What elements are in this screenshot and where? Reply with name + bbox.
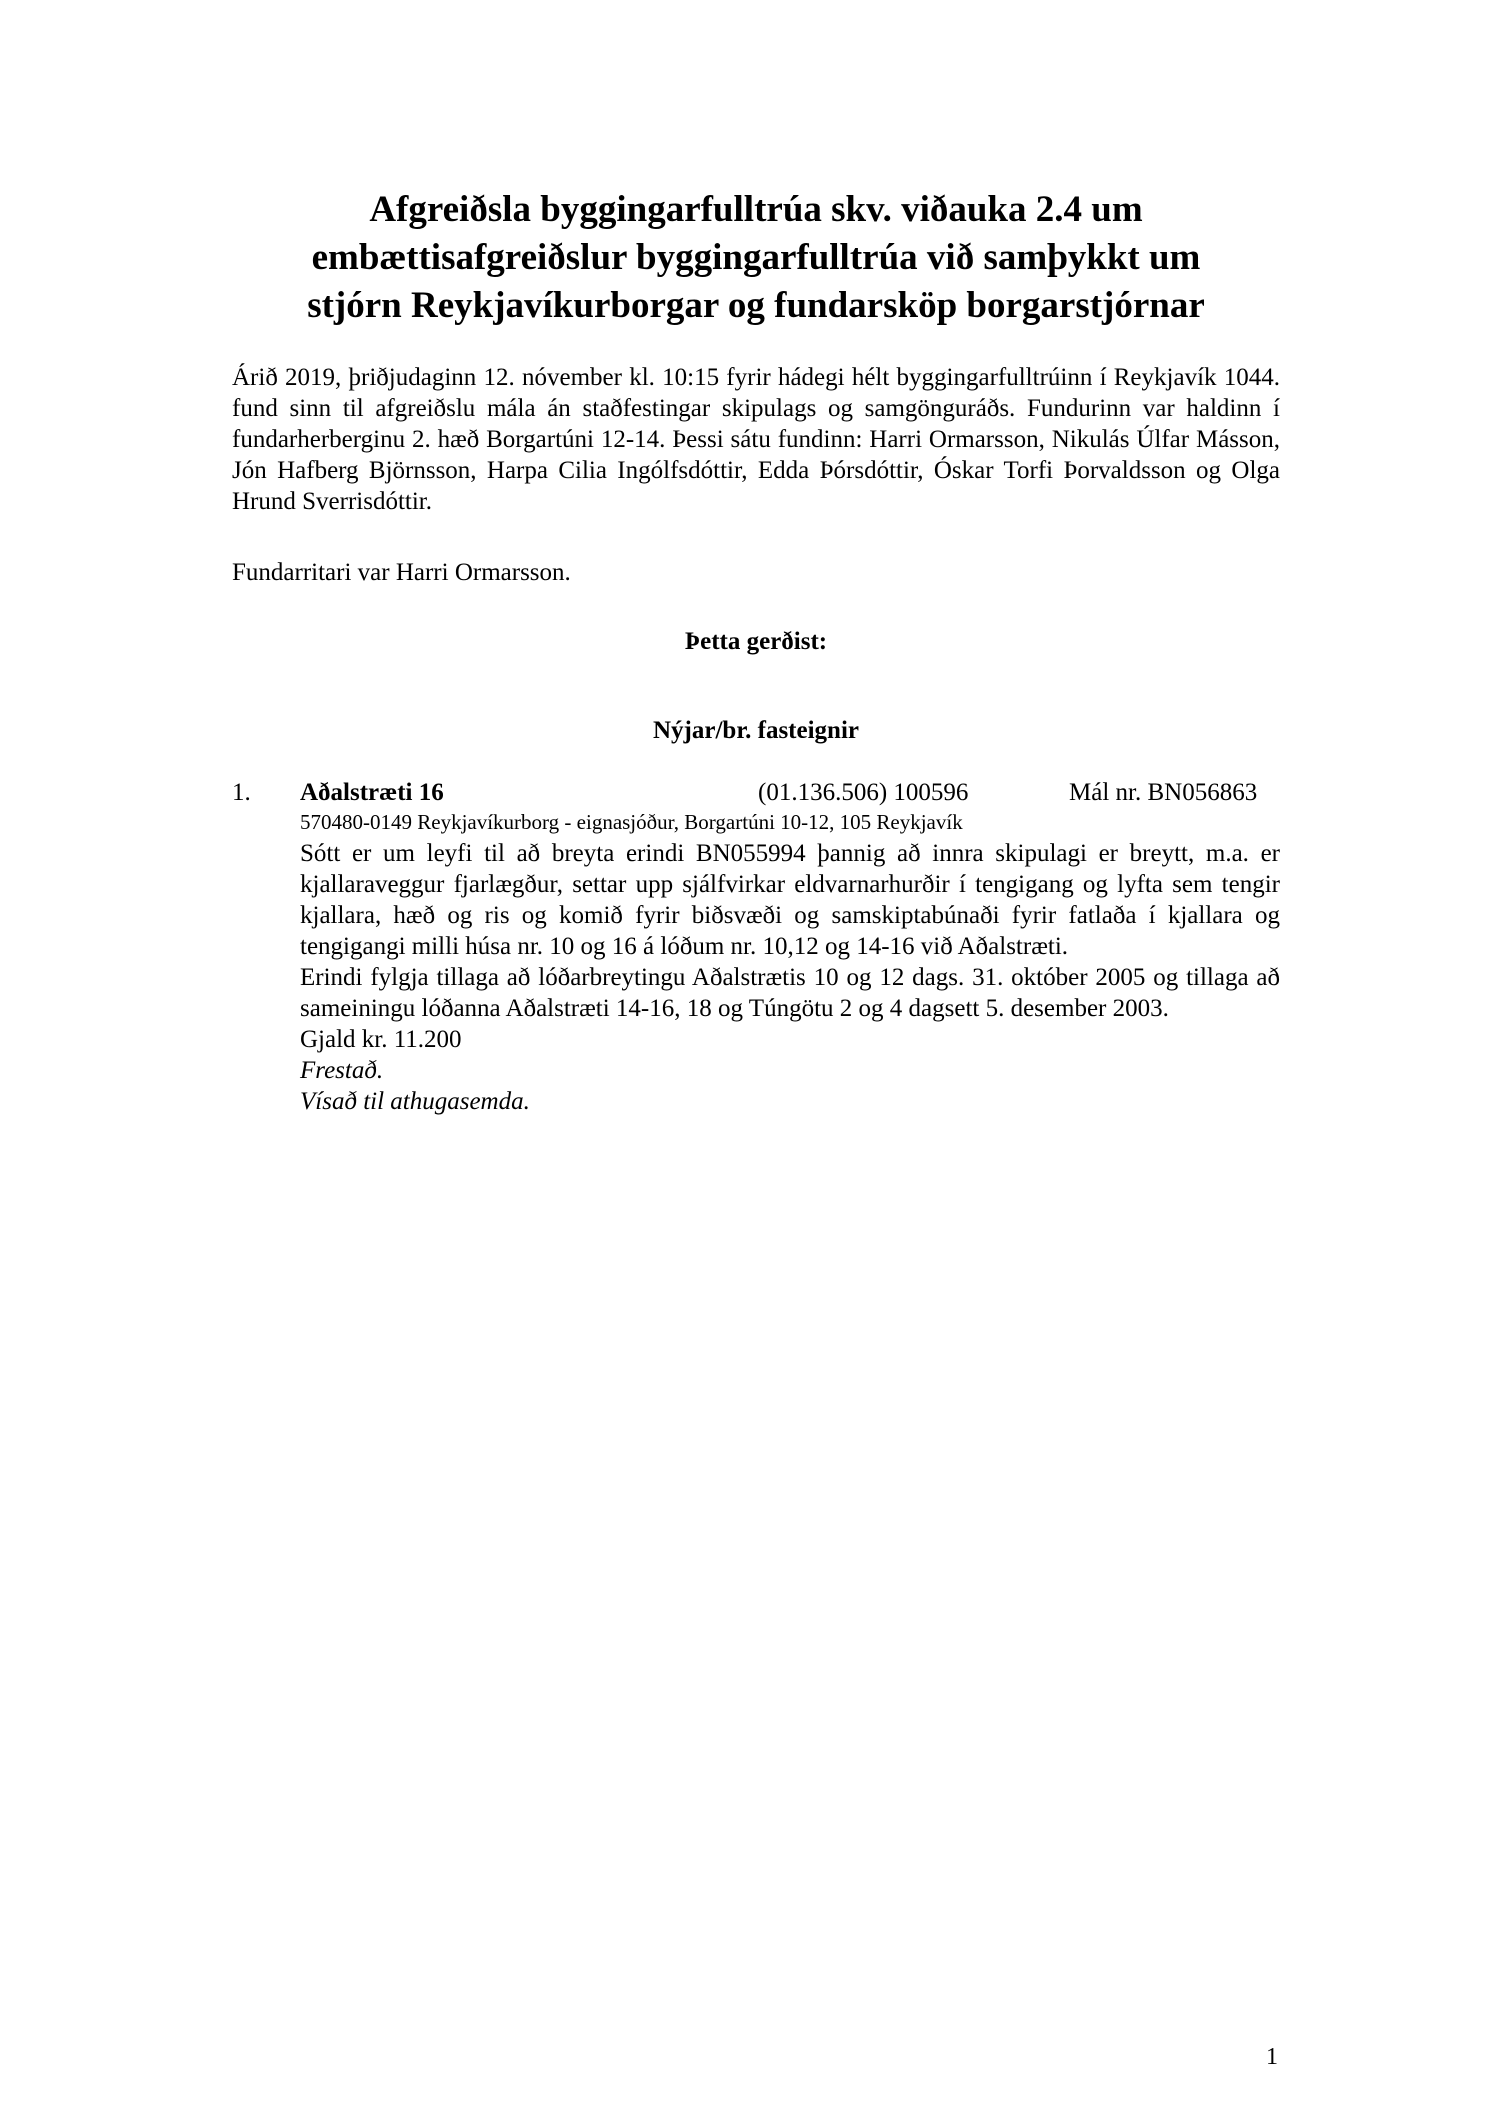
document-title bbox=[232, 186, 1280, 330]
case-body bbox=[300, 808, 1280, 1117]
case-fee-line: Gjald kr. 11.200 bbox=[300, 1026, 462, 1053]
case-number: Mál nr. BN056863 bbox=[1069, 779, 1258, 806]
case-address: Aðalstræti 16 bbox=[300, 779, 444, 806]
case-paragraph-1: Sótt er um leyfi til að breyta erindi BN055994 þannig að innra skipulagi er breytt, m.a. er kjallaraveggur fjarlægður, settar upp sjálfvirkar eldvarnarhurðir í tengigang og lyfta sem tengir kjallara, hæð og ris og komið fyrir biðsvæði og samskiptabúnaði fyrir fatlaða í kjallara og tengigangi milli húsa nr. 10 og 16 á lóðum nr. 10,12 og 14-16 við Aðalstræti. bbox=[300, 840, 1280, 960]
title-line-3: stjórn Reykjavíkurborgar og fundarsköp borgarstjórnar bbox=[307, 285, 1205, 326]
document-content bbox=[232, 186, 1280, 1117]
happened-heading: Þetta gerðist: bbox=[684, 628, 828, 655]
page-number: 1 bbox=[1266, 2044, 1278, 2070]
case-decision: Frestað. bbox=[300, 1057, 384, 1084]
case-note: Vísað til athugasemda. bbox=[300, 1088, 530, 1115]
title-line-1: Afgreiðsla byggingarfulltrúa skv. viðauka 2.4 um bbox=[369, 189, 1143, 230]
title-line-2: embættisafgreiðslur byggingarfulltrúa við samþykkt um bbox=[311, 237, 1201, 278]
case-reference: (01.136.506) 100596 bbox=[758, 779, 969, 806]
section-heading: Nýjar/br. fasteignir bbox=[653, 717, 859, 744]
case-item bbox=[232, 777, 1280, 1117]
case-index: 1. bbox=[232, 779, 251, 806]
meeting-intro-paragraph: Árið 2019, þriðjudaginn 12. nóvember kl. 10:15 fyrir hádegi hélt byggingarfulltrúinn í Reykjavík 1044. fund sinn til afgreiðslu mála án staðfestingar skipulags og samgönguráðs. Fundurinn var haldinn í fundarherberginu 2. hæð Borgartúni 12-14. Þessi sátu fundinn: Harri Ormarsson, Nikulás Úlfar Másson, Jón Hafberg Björnsson, Harpa Cilia Ingólfsdóttir, Edda Þórsdóttir, Óskar Torfi Þorvaldsson og Olga Hrund Sverrisdóttir. bbox=[232, 364, 1280, 515]
case-paragraph-2: Erindi fylgja tillaga að lóðarbreytingu Aðalstrætis 10 og 12 dags. 31. október 2005 og tillaga að sameiningu lóðanna Aðalstræti 14-16, 18 og Túngötu 2 og 4 dagsett 5. desember 2003. bbox=[300, 964, 1280, 1022]
secretary-line: Fundarritari var Harri Ormarsson. bbox=[232, 559, 571, 586]
case-header bbox=[232, 777, 1280, 808]
case-applicant-line: 570480-0149 Reykjavíkurborg - eignasjóður, Borgartúni 10-12, 105 Reykjavík bbox=[300, 810, 963, 834]
